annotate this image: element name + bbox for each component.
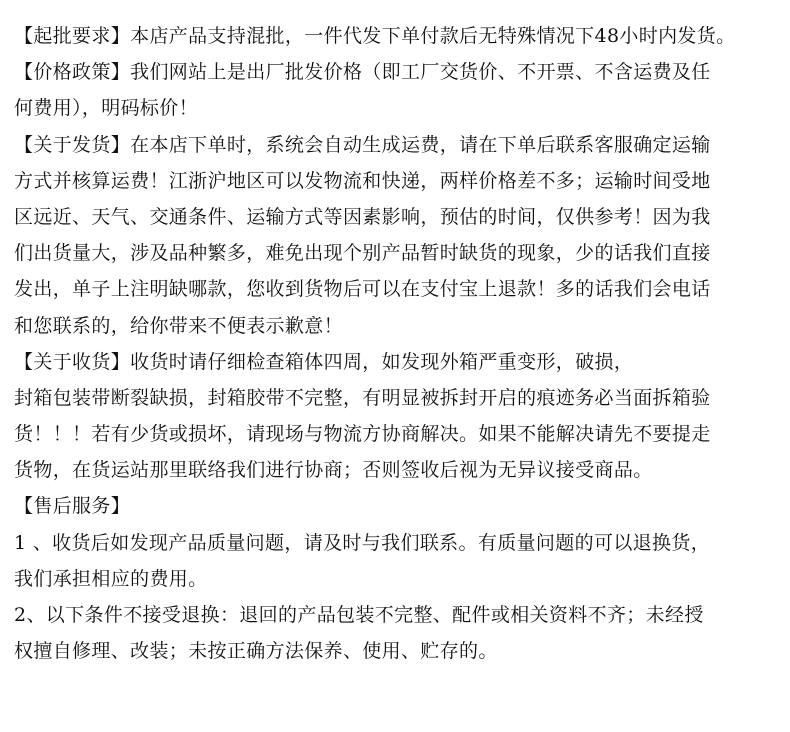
text-line-delivery: 【关于发货】在本店下单时，系统会自动生成运费，请在下单后联系客服确定运输 <box>14 133 711 156</box>
text-line-after-sales-1-cont: 我们承担相应的费用。 <box>14 567 208 590</box>
text-line-delivery-cont-2: 区远近、天气、交通条件、运输方式等因素影响，预估的时间，仅供参考！因为我 <box>14 205 711 228</box>
text-line-after-sales-1: 1 、收货后如发现产品质量问题，请及时与我们联系。有质量问题的可以退换货， <box>14 531 711 554</box>
text-line-delivery-cont-5: 和您联系的，给你带来不便表示歉意！ <box>14 314 343 337</box>
text-line-price-policy-cont: 何费用），明码标价！ <box>14 97 199 120</box>
text-line-price-policy: 【价格政策】我们网站上是出厂批发价格（即工厂交货价、不开票、不含运费及任 <box>14 61 711 84</box>
policy-document <box>14 18 786 669</box>
text-line-receiving-cont-1: 封箱包装带断裂缺损，封箱胶带不完整，有明显被拆封开启的痕迹务必当面拆箱验 <box>14 386 711 409</box>
text-line-shipping-requirement: 【起批要求】本店产品支持混批，一件代发下单付款后无特殊情况下48小时内发货。 <box>14 25 736 47</box>
text-line-receiving-cont-2: 货！！！若有少货或损坏，请现场与物流方协商解决。如果不能解决请先不要提走 <box>14 423 711 446</box>
text-line-delivery-cont-4: 发出，单子上注明缺哪款，您收到货物后可以在支付宝上退款！多的话我们会电话 <box>14 278 711 301</box>
text-line-delivery-cont-1: 方式并核算运费！江浙沪地区可以发物流和快递，两样价格差不多；运输时间受地 <box>14 169 711 192</box>
text-line-after-sales-heading: 【售后服务】 <box>14 495 131 518</box>
text-line-receiving: 【关于收货】收货时请仔细检查箱体四周，如发现外箱严重变形，破损， <box>14 350 634 373</box>
text-line-delivery-cont-3: 们出货量大，涉及品种繁多，难免出现个别产品暂时缺货的现象，少的话我们直接 <box>14 242 711 265</box>
text-line-after-sales-2: 2、以下条件不接受退换：退回的产品包装不完整、配件或相关资料不齐；未经授 <box>14 604 704 626</box>
text-line-receiving-cont-3: 货物，在货运站那里联络我们进行协商；否则签收后视为无异议接受商品。 <box>14 459 653 482</box>
text-line-after-sales-2-cont: 权擅自修理、改装；未按正确方法保养、使用、贮存的。 <box>14 640 498 663</box>
